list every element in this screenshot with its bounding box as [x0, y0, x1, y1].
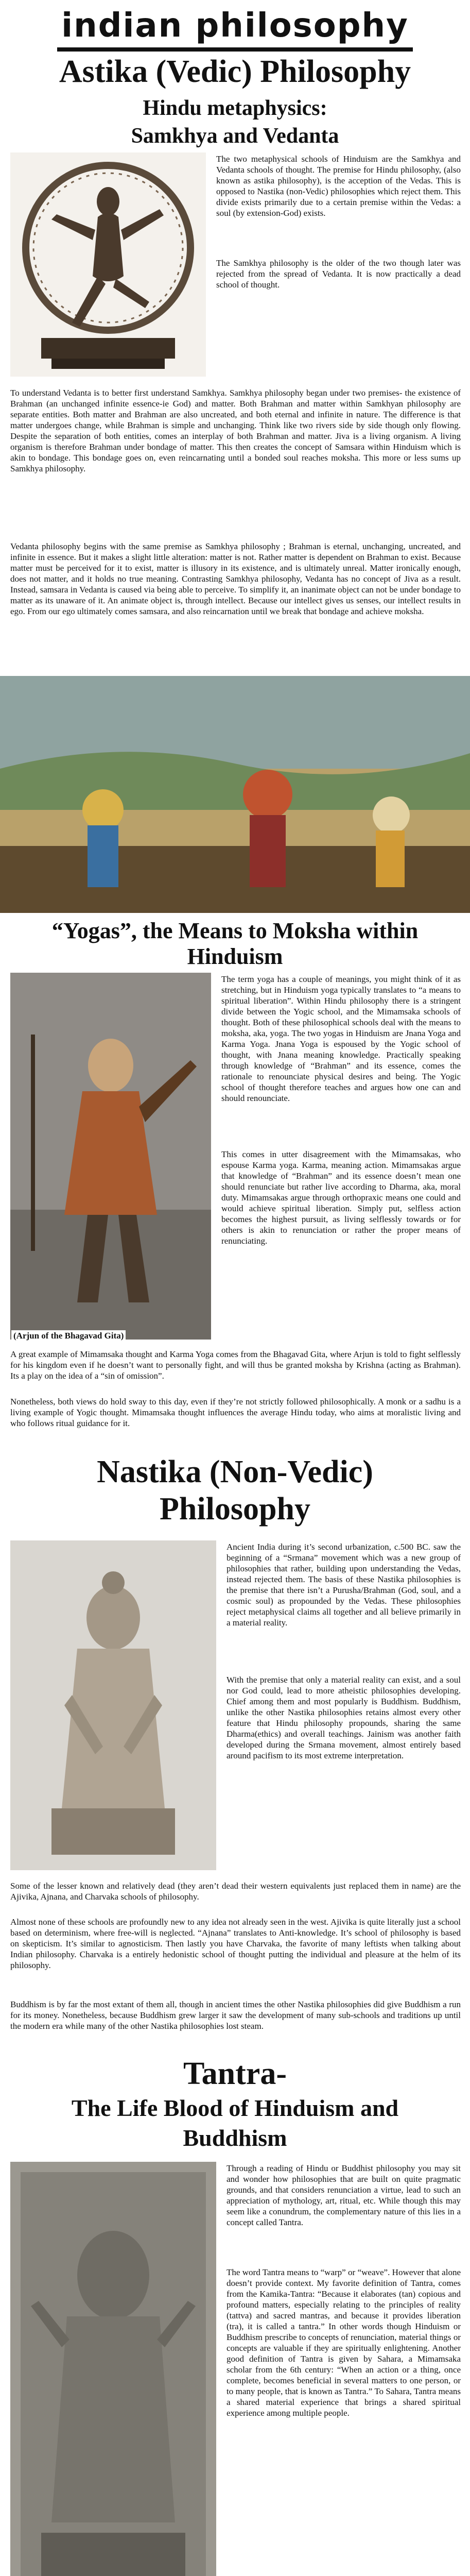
- tantra-paragraph-1: Through a reading of Hindu or Buddhist philosophy you may sit and wonder how philosophies that are built on quite pragmatic grounds, and that considers renunciation a virtue, lead to such an appreciation of mythology, art, ritual, etc. While though this may seem like a conundrum, the complementary nature of this lies in a concept called Tantra.: [227, 2163, 461, 2227]
- arjun-image: [10, 973, 211, 1340]
- buddha-image: [10, 1540, 216, 1870]
- astika-subtitle-2: Samkhya and Vedanta: [131, 124, 339, 148]
- arjun-caption: (Arjun of the Bhagavad Gita): [11, 1330, 126, 1342]
- painting-image: [0, 676, 470, 913]
- yogas-paragraph-4: Nonetheless, both views do hold sway to this day, even if they’re not strictly followed philosophically. A monk or a sadhu is a living example of Yogic thought. Mimamsaka thought influences the average Hindu today, who aims at moralistic living and who follows ritual guidance for it.: [10, 1397, 461, 1428]
- nastika-title: Nastika (Non-Vedic): [97, 1454, 373, 1489]
- nastika-paragraph-1: Ancient India during it’s second urbanization, c.500 BC. saw the beginning of a “Srmana” movement which was a new group of philosophies that rather, building upon understanding the Vedas, instead rejected them. The basis of these Nastika philosophies is the premise that there isn’t a Purusha/Brahman (God, soul, and a cosmic soul) as propounded by the Vedas. These philosophies reject metaphysical claims all together and all believe primarily in a material reality.: [227, 1542, 461, 1628]
- tantra-title: Tantra-: [183, 2056, 287, 2091]
- yogas-paragraph-2: This comes in utter disagreement with the Mimamsakas, who espouse Karma yoga. Karma, meaning action. Mimamsakas argue that knowledge of “Brahman” and its essence doesn’t mean one should renunciate but rather live according to Dharma, aka, moral duty. Mimamsakas argue through orthopraxic means one could and would achieve spiritual liberation. Simply put, selfless action becomes the highest pursuit, as living selflessly towards or for others is akin to renunciation or rather the proper means of renunciating.: [221, 1149, 461, 1246]
- astika-paragraph-2: The Samkhya philosophy is the older of the two though later was rejected from the spread of Vedanta. It is now practically a dead school of thought.: [216, 258, 461, 290]
- tantra-paragraph-2: The word Tantra means to “warp” or “weave”. However that alone doesn’t provide context. My favorite definition of Tantra, comes from the Kamika-Tantra: “Because it elaborates (tan) copious and profound matters, especially relating to the principles of reality (tattva) and sacred mantras, and because it provides liberation (tra), it is called a tantra.” In other words though Hinduism or Buddhism prescribe to concepts of renunciation, material things or concepts are valuable if they are spiritually enlightening. Another good definition of Tantra is given by Sahara, a Mimamsaka scholar from the 6th century: “When an action or a thing, once complete, becomes beneficial in several matters to one person, or to many people, that is known as Tantra.” To Sahara, Tantra means a shared material experience that brings a shared spiritual experience among multiple people.: [227, 2267, 461, 2418]
- astika-subtitle: Hindu metaphysics:: [143, 96, 327, 120]
- nastika-paragraph-4: Almost none of these schools are profoundly new to any idea not already seen in the west. Ajivika is quite literally just a school based on determinism, where free-will is neglected. “Ajnana” translates to Anti-knowledge. It’s school of philosophy is based on skepticism. It’s similar to agnosticism. Then lastly you have Charvaka, the favorite of many leftists when talking about Indian philosophy. Charvaka is a entirely hedonistic school of thought putting the individual and pleasure at the helm of its philosophy.: [10, 1917, 461, 1970]
- astika-paragraph-1: The two metaphysical schools of Hinduism are the Samkhya and Vedanta schools of thought. The premise for Hindu philosophy, (also known as astika philosophy), is the acception of the Vedas. This is opposed to Nastika (non-Vedic) philosophies which reject them. This divide exists primarily due to a certain premise within the Vedas: a soul (by extension-God) exists.: [216, 154, 461, 218]
- nastika-title-2: Philosophy: [160, 1492, 310, 1527]
- yogas-paragraph-1: The term yoga has a couple of meanings, you might think of it as stretching, but in Hinduism yoga typically translates to “a means to spiritual liberation”. Within Hindu philosophy there is a stringent divide between the Yogic school, and the Mimamsaka schools of thought. Both of these philosophical schools deal with the means to moksha, aka, yoga. The two yogas in Hinduism are Jnana Yoga and Karma Yoga. Jnana Yoga is espoused by the Yogic school of thought, with Jnana meaning knowledge. Practically speaking through knowledge of “Brahman” and its essence, comes the rationale to renounciate physical desires and being. The Yogic school of thought therefore teaches and argues how one can and should renounciate.: [221, 974, 461, 1103]
- arjun-figure: [10, 973, 211, 1340]
- astika-title: Astika (Vedic) Philosophy: [59, 54, 411, 89]
- buddha-figure: [10, 1540, 216, 1870]
- astika-paragraph-3: To understand Vedanta is to better first understand Samkhya. Samkhya philosophy began under two premises- the existence of Brahman (an unchanged infinite essence-ie God) and matter. Both Brahman and matter within Samkhyan philosophy are separate entities. Both matter and Brahman are also uncreated, and both eternal and infinite in nature. The difference is that matter undergoes change, while Brahman is simple and unchanging. Think like two rivers side by side though only flowing. Despite the separation of both entities, comes an interplay of both Brahman and matter. Jiva is a living organism. A living organism is therefore Brahman under bondage of matter. This then creates the concept of Samsara within Hinduism which is akin to bondage. This bondage goes on, even reincarnating until a bonded soul reaches moksha. This more or less sums up Samkhya philosophy.: [10, 388, 461, 473]
- tantra-title-2: The Life Blood of Hinduism and: [71, 2095, 399, 2121]
- tantra-relief-image: [10, 2162, 216, 2576]
- banner-title: indian philosophy: [57, 4, 413, 52]
- yogas-title-2: Hinduism: [187, 944, 283, 969]
- tantra-relief-figure: [10, 2162, 216, 2576]
- mythology-painting: [0, 676, 470, 913]
- astika-paragraph-4: Vedanta philosophy begins with the same premise as Samkhya philosophy ; Brahman is eternal, unchanging, uncreated, and infinite in essence. But it makes a slight little alteration: matter is not. Rather matter is dependent on Brahman to exist. Because matter must be perceived for it to exist, matter is illusory in its existence, and is ultimately unreal. Matter ironically enough, does not matter, and it holds no true meaning. Contrasting Samkhya philosophy, Vedanta has no concept of Jiva as a result. Instead, samsara in Vedanta is caused via being able to perceive. To simplify it, an inanimate object can not be under bondage to matter as its unaware of it. An animate object is, through intellect. Because our intellect gives us senses, our intellect results in ego. From our ego ultimately comes samsara, and also reincarnation until we break that bondage and achieve moksha.: [10, 541, 461, 616]
- nataraja-image: [10, 152, 206, 377]
- nastika-paragraph-2: With the premise that only a material reality can exist, and a soul nor God could, lead to more atheistic philosophies developing. Chief among them and most popularly is Buddhism. Buddhism, unlike the other Nastika philosophies retains almost every other feature that Hindu philosophy propounds, sharing the same Dharma(ethics) and overall teachings. Jainism was another faith developed during the Srmana movement, almost entirely based around pacifism to its most extreme interpretation.: [227, 1675, 461, 1760]
- tantra-title-3: Buddhism: [183, 2125, 287, 2151]
- nastika-paragraph-5: Buddhism is by far the most extant of them all, though in ancient times the other Nastika philosophies did give Buddhism a run for its money. Nonetheless, because Buddhism grew larger it saw the development of many sub-schools and traditions up until the modern era while many of the other Nastika philosophies lost steam.: [10, 1999, 461, 2031]
- banner: [0, 0, 470, 52]
- nastika-paragraph-3: Some of the lesser known and relatively dead (they aren’t dead their western equivalents just replaced them in name) are the Ajivika, Ajnana, and Charvaka schools of philosophy.: [10, 1881, 461, 1902]
- nataraja-figure: [10, 152, 206, 377]
- yogas-paragraph-3: A great example of Mimamsaka thought and Karma Yoga comes from the Bhagavad Gita, where Arjun is told to fight selflessly for his kingdom even if he doesn’t want to personally fight, and will thus be granted moksha by Krishna (acting as Brahman). Its a play on the idea of a “sin of omission”.: [10, 1349, 461, 1381]
- yogas-title: “Yogas”, the Means to Moksha within: [51, 918, 419, 943]
